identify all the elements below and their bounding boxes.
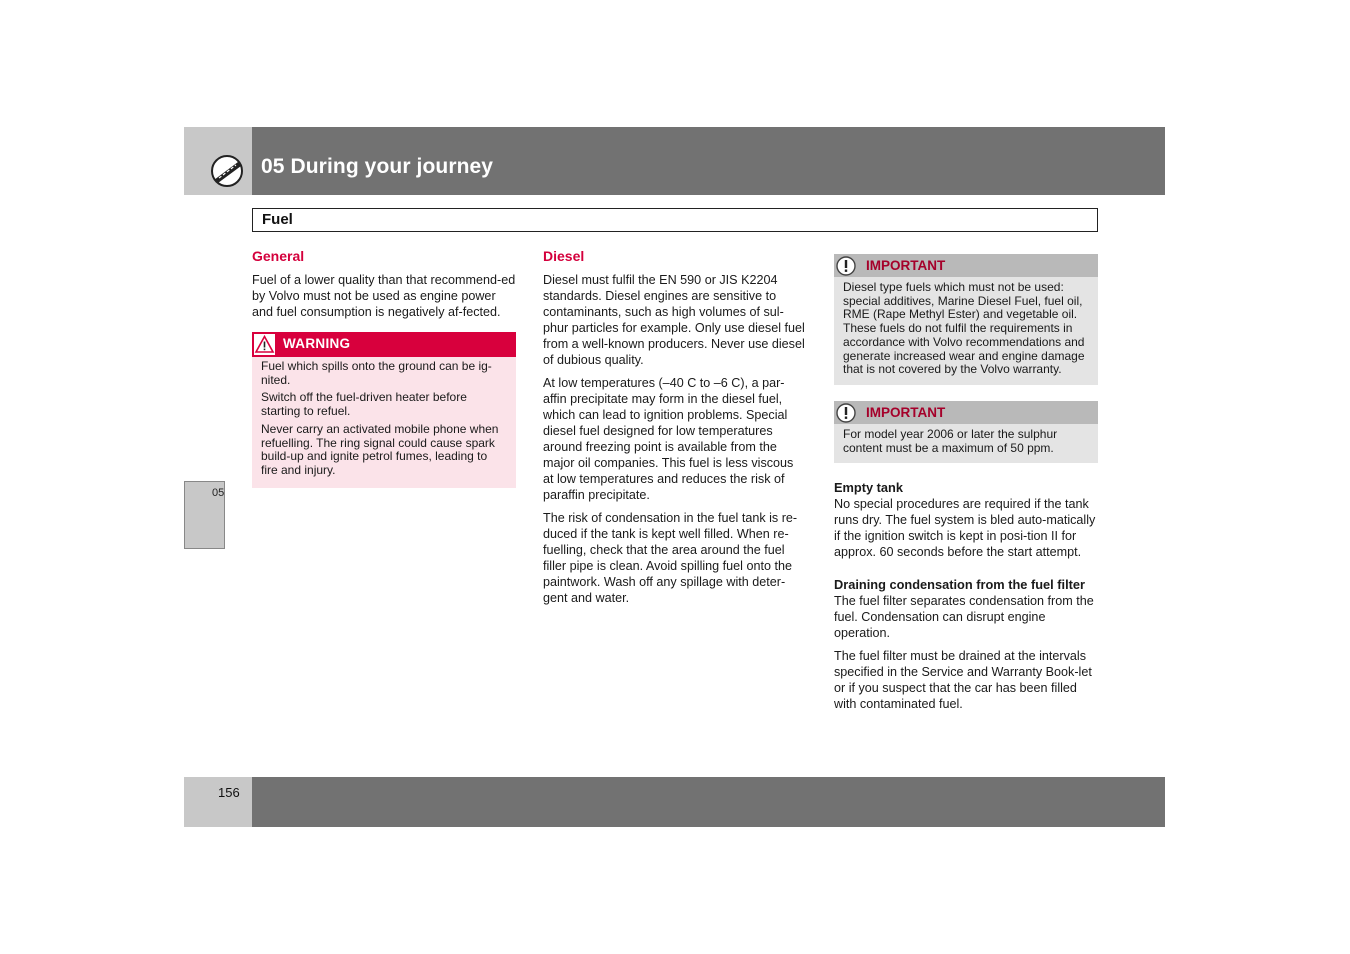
warning-item: Never carry an activated mobile phone when refuelling. The ring signal could cause spark build-up and ignite petrol fumes, leading to fire and injury. — [261, 421, 499, 477]
important-text: For model year 2006 or later the sulphur content must be a maximum of 50 ppm. — [843, 426, 1058, 455]
road-icon — [208, 152, 246, 190]
warning-item: Fuel which spills onto the ground can be ig-nited. — [261, 359, 492, 387]
warning-triangle-icon — [254, 334, 275, 355]
important-box-fuels — [834, 254, 1098, 385]
diesel-paragraph: The risk of condensation in the fuel tank is re-duced if the tank is kept well filled. When re-fuelling, check that the area around the fuel filler pipe is clean. Avoid spilling fuel onto the paintwork. Wash off any spillage with deter-gent and water. — [543, 511, 798, 605]
exclamation-icon — [836, 256, 856, 276]
column-diesel — [543, 248, 807, 613]
general-heading: General — [252, 248, 305, 264]
empty-tank-heading: Empty tank — [834, 480, 903, 496]
warning-label: WARNING — [283, 336, 351, 351]
draining-paragraph: The fuel filter must be drained at the intervals specified in the Service and Warranty Book-let or if you suspect that the car has been filled with contaminated fuel. — [834, 649, 1092, 712]
warning-item: Switch off the fuel-driven heater before starting to refuel. — [261, 390, 467, 419]
important-box-sulphur — [834, 401, 1098, 463]
important-text: Diesel type fuels which must not be used: special additives, Marine Diesel Fuel, fuel oil, RME (Rape Methyl Ester) and vegetable oil. These fuels do not fulfil the requirements in accordance with Volvo recommendations and generate increased wear and engine damage that is not covered by the Volvo warranty. — [843, 280, 1085, 377]
general-paragraph: Fuel of a lower quality than that recommend-ed by Volvo must not be used as engine power and fuel consumption is negatively af-fected. — [252, 273, 516, 319]
important-label: IMPORTANT — [866, 404, 946, 420]
page-number: 156 — [218, 785, 240, 800]
diesel-heading: Diesel — [543, 248, 585, 264]
section-title-box — [252, 208, 1098, 232]
important-header — [834, 401, 1098, 424]
important-header — [834, 254, 1098, 277]
draining-paragraph: The fuel filter separates condensation from the fuel. Condensation can disrupt engine operation. — [834, 594, 1094, 641]
warning-header — [252, 332, 516, 357]
warning-body — [252, 357, 516, 488]
important-body — [834, 424, 1098, 463]
diesel-paragraph: At low temperatures (–40 C to –6 C), a par-affin precipitate may form in the diesel fuel, which can lead to ignition problems. Special diesel fuel designed for low temperatures around freezing point is available from the major oil companies. This fuel is less viscous at low temperatures and reduces the risk of paraffin precipitate. — [543, 376, 794, 502]
column-general — [252, 248, 516, 488]
chapter-title: 05 During your journey — [261, 155, 494, 178]
footer-bar — [252, 777, 1165, 827]
empty-tank-paragraph: No special procedures are required if the tank runs dry. The fuel system is bled auto-matically if the ignition switch is kept in posi-tion II for approx. 60 seconds before the start attempt. — [834, 497, 1096, 560]
important-body — [834, 277, 1098, 385]
important-label: IMPORTANT — [866, 258, 946, 273]
column-important — [834, 254, 1098, 719]
warning-box — [252, 332, 516, 488]
side-tab-label: 05 — [212, 487, 225, 499]
exclamation-icon — [836, 403, 856, 423]
draining-heading: Draining condensation from the fuel filter — [834, 577, 1085, 593]
diesel-paragraph: Diesel must fulfil the EN 590 or JIS K2204 standards. Diesel engines are sensitive to contaminants, such as high volumes of sul-phur particles for example. Only use diesel fuel from a well-known producers. Never use diesel of dubious quality. — [543, 273, 805, 367]
section-title: Fuel — [262, 211, 293, 228]
chapter-side-tab — [184, 481, 225, 549]
